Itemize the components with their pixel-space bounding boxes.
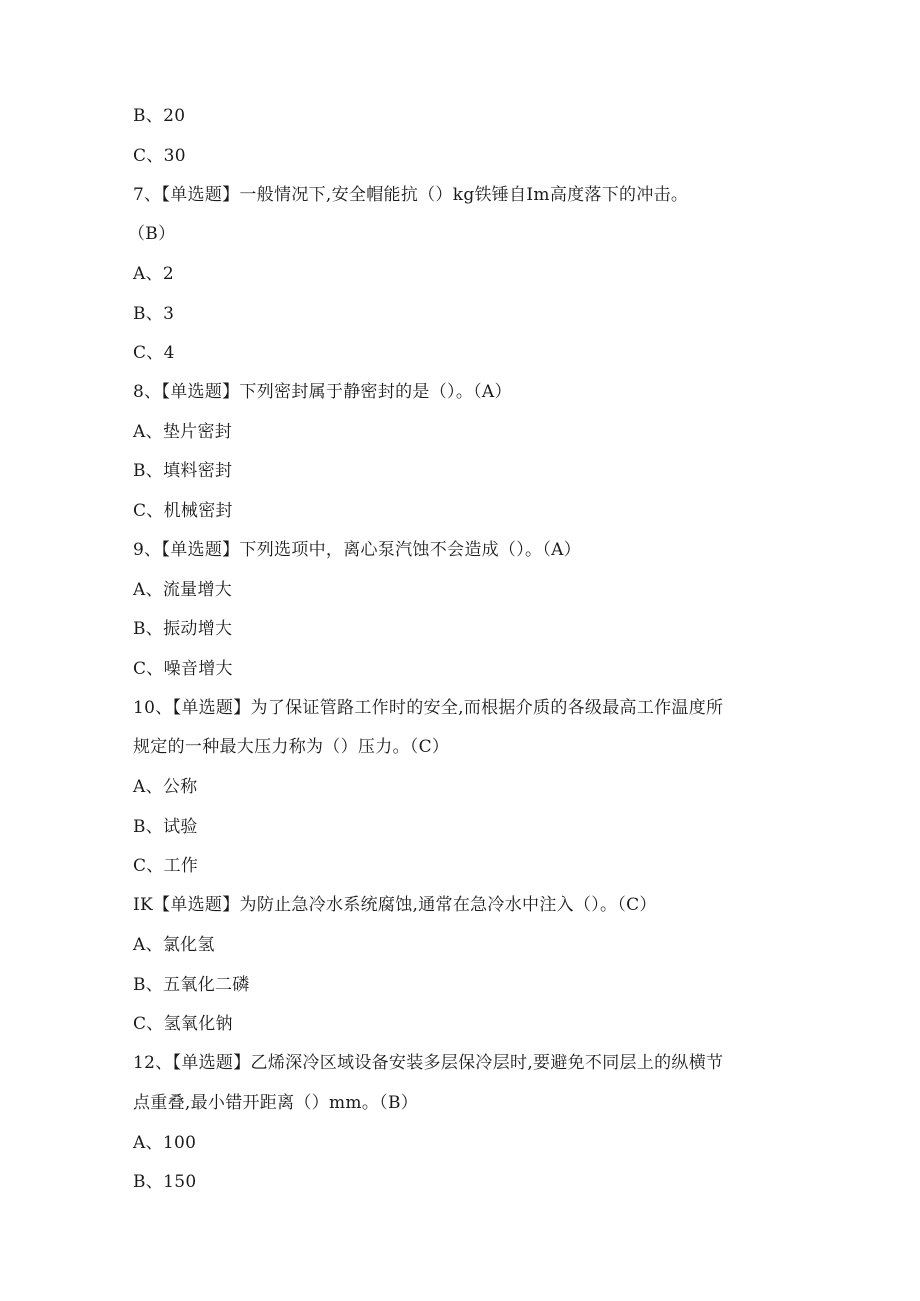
option-c-q10: C、工作 — [133, 856, 199, 876]
question-8: 8、【单选题】下列密封属于静密封的是（）。（A） — [133, 382, 512, 402]
question-9: 9、【单选题】下列选项中，离心泵汽蚀不会造成（）。（A） — [133, 540, 581, 560]
question-10-line2: 规定的一种最大压力称为（）压力。（C） — [133, 737, 450, 757]
option-c-q9: C、噪音增大 — [133, 659, 233, 679]
option-b-q10: B、试验 — [133, 817, 198, 837]
option-c-q8: C、机械密封 — [133, 501, 233, 521]
question-11: IK【单选题】为防止急冷水系统腐蚀,通常在急冷水中注入（）。（C） — [133, 895, 657, 915]
option-a-q9: A、流量增大 — [133, 580, 233, 600]
option-c-q7: C、4 — [133, 343, 175, 363]
answer-q7: （B） — [128, 224, 176, 244]
question-10-line1: 10、【单选题】为了保证管路工作时的安全,而根据介质的各级最高工作温度所 — [133, 698, 724, 718]
option-c-q6: C、30 — [133, 146, 186, 166]
option-a-q10: A、公称 — [133, 777, 198, 797]
question-12-line1: 12、【单选题】乙烯深冷区域设备安装多层保冷层时,要避免不同层上的纵横节 — [133, 1053, 724, 1073]
option-b-q7: B、3 — [133, 304, 175, 324]
option-b-q9: B、振动增大 — [133, 619, 233, 639]
option-a-q8: A、垫片密封 — [133, 422, 233, 442]
question-12-line2: 点重叠,最小错开距离（）mm。（B） — [133, 1093, 419, 1113]
option-a-q11: A、氯化氢 — [133, 935, 215, 955]
option-b-q6: B、20 — [133, 106, 186, 126]
option-b-q12: B、150 — [133, 1172, 197, 1192]
option-a-q12: A、100 — [133, 1133, 197, 1153]
option-a-q7: A、2 — [133, 264, 174, 284]
option-c-q11: C、氢氧化钠 — [133, 1014, 233, 1034]
option-b-q11: B、五氧化二磷 — [133, 975, 250, 995]
question-7: 7、【单选题】一般情况下,安全帽能抗（）kg铁锤自Im高度落下的冲击。 — [133, 185, 689, 205]
option-b-q8: B、填料密封 — [133, 461, 233, 481]
